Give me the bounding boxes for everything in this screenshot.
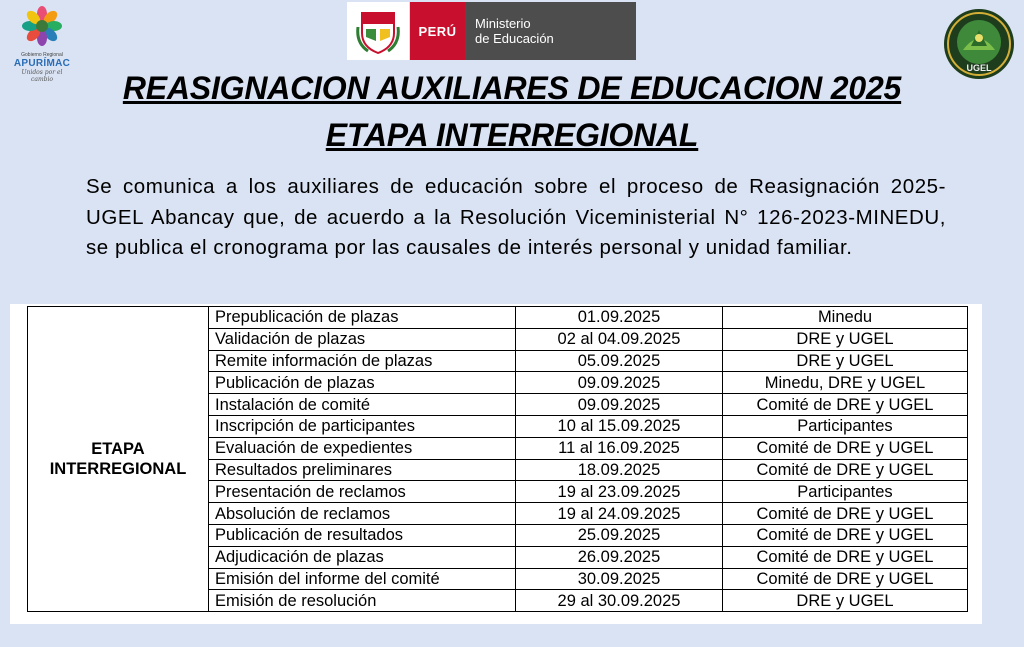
date-cell: 09.09.2025 bbox=[516, 394, 723, 416]
activity-cell: Emisión de resolución bbox=[209, 590, 516, 612]
activity-cell: Publicación de plazas bbox=[209, 372, 516, 394]
schedule-table-body bbox=[28, 307, 968, 612]
date-cell: 01.09.2025 bbox=[516, 307, 723, 329]
responsible-cell: Minedu bbox=[723, 307, 968, 329]
date-cell: 30.09.2025 bbox=[516, 568, 723, 590]
stage-label-line2: INTERREGIONAL bbox=[49, 460, 187, 479]
date-cell: 11 al 16.09.2025 bbox=[516, 437, 723, 459]
activity-cell: Emisión del informe del comité bbox=[209, 568, 516, 590]
responsible-cell: Comité de DRE y UGEL bbox=[723, 459, 968, 481]
table-row bbox=[28, 307, 968, 329]
stage-label-line1: ETAPA bbox=[91, 440, 145, 459]
responsible-cell: Comité de DRE y UGEL bbox=[723, 568, 968, 590]
responsible-cell: Minedu, DRE y UGEL bbox=[723, 372, 968, 394]
activity-cell: Remite información de plazas bbox=[209, 350, 516, 372]
activity-cell: Presentación de reclamos bbox=[209, 481, 516, 503]
region-name: APURÍMAC bbox=[13, 58, 71, 69]
activity-cell: Publicación de resultados bbox=[209, 524, 516, 546]
activity-cell: Inscripción de participantes bbox=[209, 415, 516, 437]
regional-government-logo bbox=[12, 6, 72, 83]
responsible-cell: Comité de DRE y UGEL bbox=[723, 546, 968, 568]
responsible-cell: DRE y UGEL bbox=[723, 350, 968, 372]
region-small-label: Gobierno Regional bbox=[21, 52, 63, 58]
schedule-table bbox=[27, 306, 968, 612]
date-cell: 26.09.2025 bbox=[516, 546, 723, 568]
responsible-cell: Participantes bbox=[723, 481, 968, 503]
date-cell: 29 al 30.09.2025 bbox=[516, 590, 723, 612]
ugel-seal-text: UGEL bbox=[966, 63, 992, 73]
activity-cell: Prepublicación de plazas bbox=[209, 307, 516, 329]
page-title: REASIGNACION AUXILIARES DE EDUCACION 2025 bbox=[122, 70, 902, 106]
responsible-cell: Comité de DRE y UGEL bbox=[723, 524, 968, 546]
activity-cell: Adjudicación de plazas bbox=[209, 546, 516, 568]
ministry-line1: Ministerio bbox=[475, 16, 531, 31]
notice-paragraph: Se comunica a los auxiliares de educación sobre el proceso de Reasignación 2025-UGEL Abancay que, de acuerdo a la Resolución Viceministerial N° 126-2023-MINEDU, se publica el cronograma por las causales de interés personal y unidad familiar. bbox=[86, 175, 946, 259]
responsible-cell: Comité de DRE y UGEL bbox=[723, 437, 968, 459]
date-cell: 09.09.2025 bbox=[516, 372, 723, 394]
stage-cell bbox=[28, 307, 209, 612]
activity-cell: Validación de plazas bbox=[209, 328, 516, 350]
activity-cell: Resultados preliminares bbox=[209, 459, 516, 481]
coat-of-arms-icon bbox=[347, 2, 410, 60]
date-cell: 19 al 23.09.2025 bbox=[516, 481, 723, 503]
responsible-cell: DRE y UGEL bbox=[723, 328, 968, 350]
date-cell: 19 al 24.09.2025 bbox=[516, 503, 723, 525]
peru-label: PERÚ bbox=[410, 2, 465, 60]
activity-cell: Instalación de comité bbox=[209, 394, 516, 416]
date-cell: 02 al 04.09.2025 bbox=[516, 328, 723, 350]
schedule-panel bbox=[10, 304, 982, 624]
page-subtitle: ETAPA INTERREGIONAL bbox=[325, 117, 699, 153]
ministry-line2: de Educación bbox=[475, 31, 554, 46]
responsible-cell: Participantes bbox=[723, 415, 968, 437]
responsible-cell: Comité de DRE y UGEL bbox=[723, 503, 968, 525]
region-slogan: Unidos por el cambio bbox=[21, 69, 63, 83]
responsible-cell: Comité de DRE y UGEL bbox=[723, 394, 968, 416]
ministry-name bbox=[465, 2, 636, 60]
activity-cell: Absolución de reclamos bbox=[209, 503, 516, 525]
date-cell: 10 al 15.09.2025 bbox=[516, 415, 723, 437]
responsible-cell: DRE y UGEL bbox=[723, 590, 968, 612]
ministry-banner bbox=[347, 2, 636, 60]
date-cell: 25.09.2025 bbox=[516, 524, 723, 546]
date-cell: 18.09.2025 bbox=[516, 459, 723, 481]
apurimac-flower-icon bbox=[22, 6, 62, 46]
activity-cell: Evaluación de expedientes bbox=[209, 437, 516, 459]
date-cell: 05.09.2025 bbox=[516, 350, 723, 372]
